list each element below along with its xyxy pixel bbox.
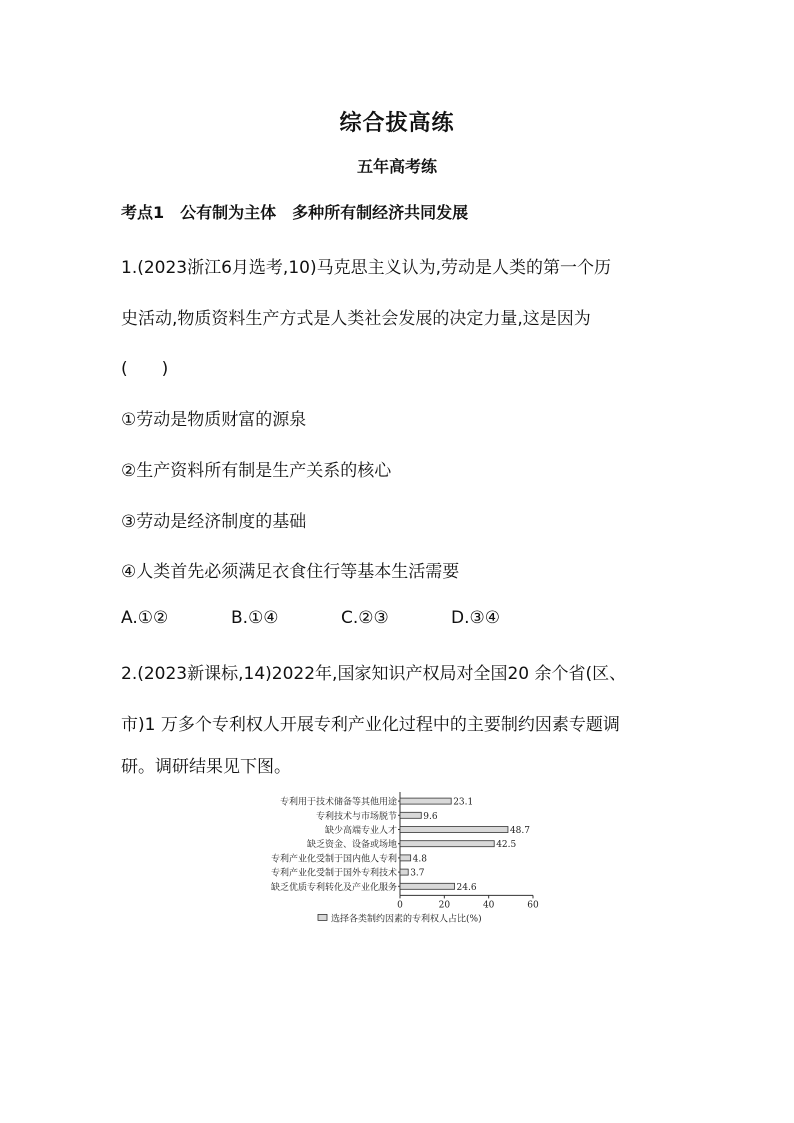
q1-stem-line-1: 1.(2023浙江6月选考,10)马克思主义认为,劳动是人类的第一个历 xyxy=(121,258,612,278)
data-label: 9.6 xyxy=(423,811,438,822)
category-label: 缺乏资金、设备或场地 xyxy=(306,840,397,851)
q2-stem-line-1: 2.(2023新课标,14)2022年,国家知识产权局对全国20 余个省(区、 xyxy=(121,664,627,684)
data-label: 3.7 xyxy=(410,868,425,879)
q1-option-c: C.②③ xyxy=(341,608,389,628)
bar xyxy=(400,869,408,875)
bar xyxy=(400,883,455,889)
category-label: 缺乏优质专利转化及产业化服务 xyxy=(270,882,397,893)
sub-title: 五年高考练 xyxy=(356,157,437,176)
page-title: 综合拔高练 xyxy=(339,111,455,136)
category-label: 专利用于技术储备等其他用途 xyxy=(279,797,397,808)
q1-item-2: ②生产资料所有制是生产关系的核心 xyxy=(121,461,392,481)
x-tick-label: 20 xyxy=(438,900,451,911)
q1-option-d: D.③④ xyxy=(451,608,500,628)
legend-swatch xyxy=(318,914,327,920)
category-label: 缺少高端专业人才 xyxy=(324,826,397,836)
category-label: 专利技术与市场脱节 xyxy=(315,811,397,822)
bar xyxy=(400,855,411,861)
bar xyxy=(400,798,451,804)
data-label: 23.1 xyxy=(453,797,474,808)
x-tick-label: 0 xyxy=(397,900,403,911)
x-tick-label: 40 xyxy=(482,900,495,911)
q2-stem-line-3: 研。调研结果见下图。 xyxy=(121,757,291,777)
q1-item-1: ①劳动是物质财富的源泉 xyxy=(121,410,307,430)
q1-option-b: B.①④ xyxy=(231,608,279,628)
section-heading: 考点1 公有制为主体 多种所有制经济共同发展 xyxy=(121,203,469,222)
category-label: 专利产业化受制于国内他人专利 xyxy=(270,854,397,865)
data-label: 24.6 xyxy=(456,882,477,893)
x-tick-label: 60 xyxy=(527,900,539,911)
data-label: 48.7 xyxy=(509,826,530,836)
bar xyxy=(400,812,421,818)
q1-item-3: ③劳动是经济制度的基础 xyxy=(121,512,307,532)
data-label: 42.5 xyxy=(496,840,517,851)
q1-stem-line-2: 史活动,物质资料生产方式是人类社会发展的决定力量,这是因为 xyxy=(121,309,591,329)
category-label: 专利产业化受制于国外专利技术 xyxy=(270,868,397,879)
q1-answer-bracket: ( ) xyxy=(121,359,169,379)
q1-item-4: ④人类首先必须满足衣食住行等基本生活需要 xyxy=(121,562,460,582)
bar xyxy=(400,827,508,833)
q2-stem-line-2: 市)1 万多个专利权人开展专利产业化过程中的主要制约因素专题调 xyxy=(121,715,620,735)
data-label: 4.8 xyxy=(412,854,427,865)
legend-label: 选择各类制约因素的专利权人占比(%) xyxy=(331,914,482,925)
q1-option-a: A.①② xyxy=(121,608,169,628)
bar xyxy=(400,841,494,847)
bar-chart xyxy=(240,786,560,946)
